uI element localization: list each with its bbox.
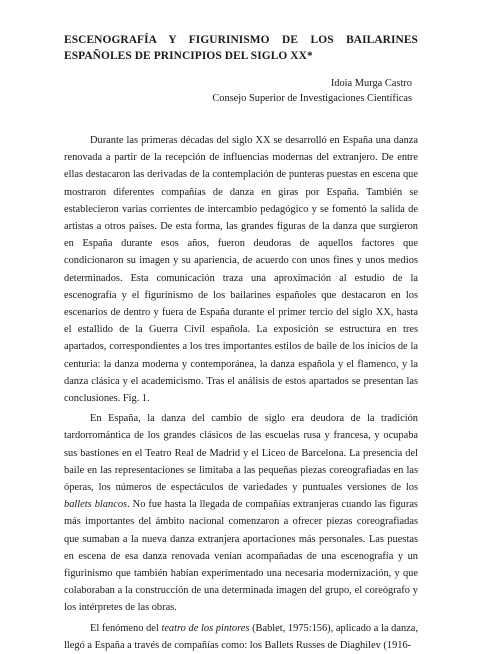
paragraph-2 [64, 410, 418, 616]
paragraph-2-text-a: En España, la danza del cambio de siglo era deudora de la tradición tardorromántica de los grandes clásicos de las escuelas rusa y francesa, y ocupaba sus bastiones en el Teatro Real de Madrid y el Liceo de Barcelona. La presencia del baile en las representaciones se limitaba a las pequeñas piezas coreografiadas en las óperas, los números de espectáculos de variedades y puntuales versiones de los [64, 413, 418, 494]
paper-title-line-1: ESCENOGRAFÍA Y FIGURINISMO DE LOS BAILARINES [64, 34, 418, 46]
paragraph-3-text-b: (Bablet, 1975:156), aplicado a la danza, llegó a España a través de compañías como: los Ballets Russes de Diaghilev (1916- [64, 622, 418, 651]
paragraph-1 [64, 132, 418, 407]
author-name: Idoia Murga Castro [330, 78, 412, 89]
paragraph-3-text-a: El fenómeno del [90, 622, 162, 634]
paragraph-3-emphasis: teatro de los pintores [161, 622, 250, 634]
paragraph-2-text-b: . No fue hasta la llegada de compañías extranjeras cuando las figuras más importantes del ámbito nacional comenzaron a ofrecer piezas coreografiadas que sumaban a la nueva danza extranjera aportaciones más personales. Las puestas en escena de esa danza renovada venían acompañadas de una escenografía y un figurinismo que también habían experimentado una necesaria modernización, y que colaboraban a la construcción de una determinada imagen del grupo, el coreógrafo y los intérpretes de las obras. [64, 499, 418, 614]
paragraph-1-text: Durante las primeras décadas del siglo XX se desarrolló en España una danza renovada a partir de la recepción de influencias modernas del extranjero. De entre ellas destacaron las derivadas de la contemplación de punteras puestas en escena que mostraron diferentes compañías de danza en giras por España. También se establecieron varias corrientes de intercambio pedagógico y se fomentó la salida de artistas a otros países. De esta forma, las grandes figuras de la danza que surgieron en España durante esos años, fueron deudoras de aquellos factores que condicionaron su imagen y su apariencia, de acuerdo con unos fines y unos medios determinados. Esta comunicación traza una aproximación al estudio de la escenografía y el figurinismo de los bailarines españoles que destacaron en los escenarios de dentro y fuera de España durante el primer tercio del siglo XX, hasta el estallido de la Guerra Civil española. La exposición se estructura en tres apartados, correspondientes a los tres importantes estilos de baile de los inicios de la centuria: la danza moderna y contemporánea, la danza española y el flamenco, y la danza clásica y el academicismo. Tras el análisis de estos apartados se presentan las conclusiones. Fig. 1. [64, 135, 418, 405]
author-affiliation: Consejo Superior de Investigaciones Científicas [212, 93, 412, 104]
paragraph-3 [64, 620, 418, 654]
paper-title [64, 32, 418, 64]
author-block [64, 76, 418, 106]
paragraph-2-emphasis: ballets blancos [64, 499, 128, 511]
paper-title-line-2: ESPAÑOLES DE PRINCIPIOS DEL SIGLO XX* [64, 50, 313, 62]
paper-body [64, 132, 418, 654]
